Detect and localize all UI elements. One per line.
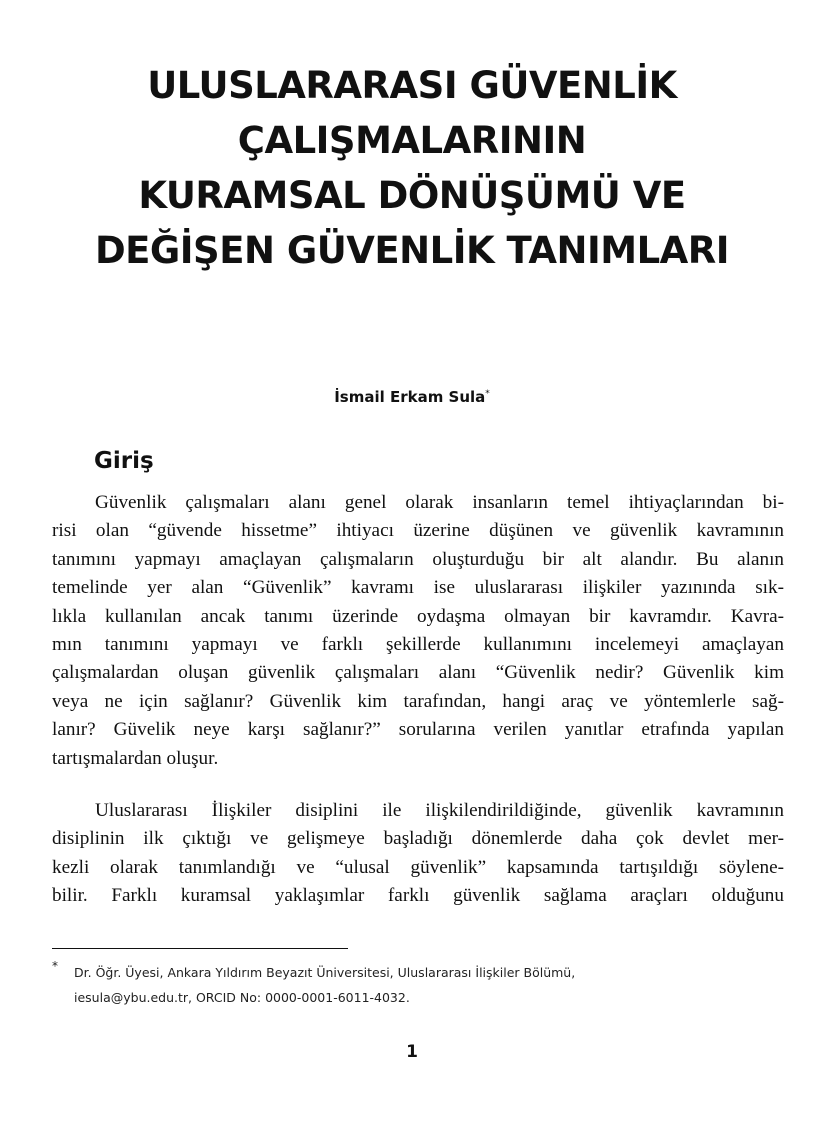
section-heading: Giriş	[94, 448, 154, 474]
chapter-title-line: DEĞİŞEN GÜVENLİK TANIMLARI	[94, 229, 730, 272]
author-footnote-mark[interactable]: *	[485, 389, 490, 399]
paragraph-line: risi olan “güvende hissetme” ihtiyacı üzerine düşünen ve güvenlik kavramının	[52, 520, 784, 542]
paragraph-line: tartışmalardan oluşur.	[52, 747, 219, 769]
paragraph	[52, 489, 784, 773]
paragraph-line: lanır? Güvelik neye karşı sağlanır?” sorularına verilen yanıtlar etrafında yapılan	[52, 719, 784, 741]
footnote-line: iesula@ybu.edu.tr, ORCID No: 0000-0001-6011-4032.	[74, 990, 410, 1005]
footnote-divider	[52, 948, 348, 949]
author-byline	[0, 388, 824, 406]
paragraph	[52, 797, 784, 911]
chapter-title-line: KURAMSAL DÖNÜŞÜMÜ VE	[138, 174, 686, 217]
chapter-title-line: ULUSLARARASI GÜVENLİK	[147, 64, 677, 107]
chapter-title	[60, 58, 764, 278]
author-name: İsmail Erkam Sula	[334, 388, 486, 406]
paragraph-line: çalışmalardan oluşan güvenlik çalışmaları alanı “Güvenlik nedir? Güvenlik kim	[52, 662, 784, 684]
footnote-mark: *	[52, 959, 58, 973]
footnote-line: Dr. Öğr. Üyesi, Ankara Yıldırım Beyazıt Üniversitesi, Uluslararası İlişkiler Bölümü,	[74, 965, 576, 980]
paragraph-line: Uluslararası İlişkiler disiplini ile ilişkilendirildiğinde, güvenlik kavramının	[95, 800, 784, 821]
paragraph-line: mın tanımını yapmayı ve farklı şekillerde kullanımını incelemeyi amaçlayan	[52, 633, 784, 655]
page-number: 1	[406, 1042, 418, 1062]
paragraph-line: disiplinin ilk çıktığı ve gelişmeye başladığı dönemlerde daha çok devlet mer-	[52, 828, 784, 850]
paragraph-line: Güvenlik çalışmaları alanı genel olarak insanların temel ihtiyaçlarından bi-	[95, 492, 784, 513]
paragraph-line: bilir. Farklı kuramsal yaklaşımlar farklı güvenlik sağlama araçları olduğunu	[52, 885, 784, 907]
paragraph-line: tanımını yapmayı amaçlayan çalışmaların oluşturduğu bir alt alandır. Bu alanın	[52, 548, 784, 570]
chapter-title-line: ÇALIŞMALARININ	[237, 119, 587, 162]
paragraph-line: lıkla kullanılan ancak tanımı üzerinde oydaşma olmayan bir kavramdır. Kavra-	[52, 605, 784, 627]
paragraph-line: temelinde yer alan “Güvenlik” kavramı ise uluslararası ilişkiler yazınında sık-	[52, 577, 784, 599]
paragraph-line: kezli olarak tanımlandığı ve “ulusal güvenlik” kapsamında tartışıldığı söylene-	[52, 856, 784, 878]
footnote	[52, 960, 772, 1010]
paragraph-line: veya ne için sağlanır? Güvenlik kim tarafından, hangi araç ve yöntemlerle sağ-	[52, 690, 784, 712]
